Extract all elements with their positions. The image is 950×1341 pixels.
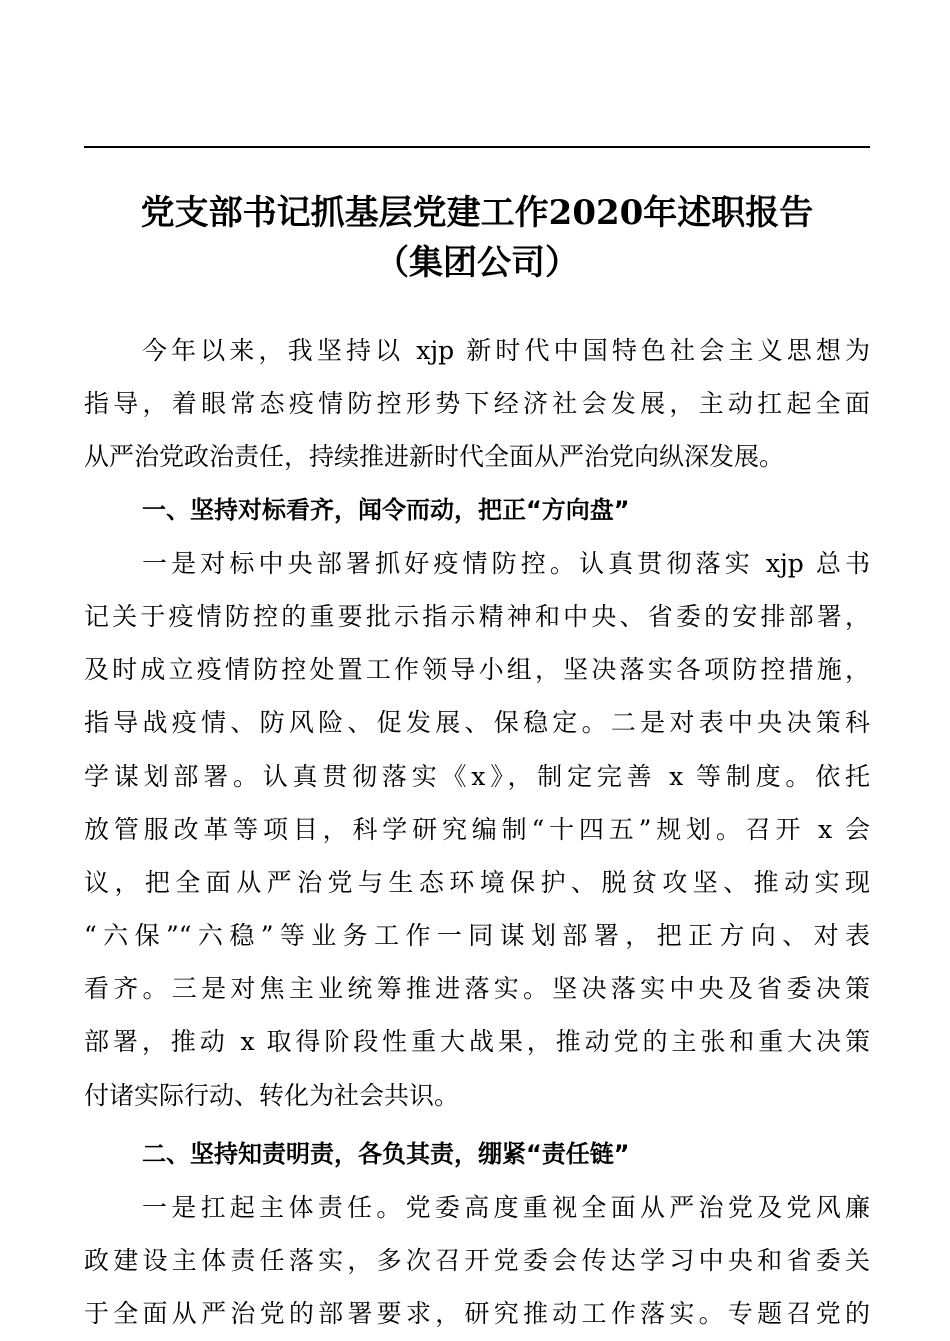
paragraph-line: 今年以来，我坚持以 xjp 新时代中国特色社会主义思想为 <box>142 336 870 365</box>
paragraph-line: 一是对标中央部署抓好疫情防控。认真贯彻落实 xjp 总书 <box>142 548 870 578</box>
paragraph-line: 一是扛起主体责任。党委高度重视全面从严治党及党风廉 <box>142 1193 870 1222</box>
header-rule <box>84 146 870 148</box>
paragraph-line: 从严治党政治责任，持续推进新时代全面从严治党向纵深发展。 <box>84 442 785 472</box>
paragraph-line: 议，把全面从严治党与生态环境保护、脱贫攻坚、推动实现 <box>84 867 870 897</box>
paragraph-line: 放管服改革等项目，科学研究编制“十四五”规划。召开 x 会 <box>84 814 870 844</box>
paragraph-line: “六保”“六稳”等业务工作一同谋划部署，把正方向、对表 <box>84 921 870 951</box>
document-title: 党支部书记抓基层党建工作2020年述职报告 <box>140 193 814 233</box>
paragraph-line: 政建设主体责任落实，多次召开党委会传达学习中央和省委关 <box>84 1246 870 1276</box>
paragraph-line: 及时成立疫情防控处置工作领导小组，坚决落实各项防控措施， <box>84 655 870 685</box>
section-heading-2: 二、坚持知责明责，各负其责，绷紧“责任链” <box>142 1139 630 1168</box>
paragraph-line: 部署，推动 x 取得阶段性重大战果，推动党的主张和重大决策 <box>84 1027 870 1057</box>
paragraph-line: 看齐。三是对焦主业统筹推进落实。坚决落实中央及省委决策 <box>84 974 870 1004</box>
section-heading-1: 一、坚持对标看齐，闻令而动，把正“方向盘” <box>142 495 630 524</box>
paragraph-line: 记关于疫情防控的重要批示指示精神和中央、省委的安排部署， <box>84 601 870 631</box>
document-body <box>84 324 870 1341</box>
paragraph-line: 于全面从严治党的部署要求，研究推动工作落实。专题召党的 <box>84 1299 870 1329</box>
paragraph-line: 学谋划部署。认真贯彻落实《x》，制定完善 x 等制度。依托 <box>84 761 870 791</box>
document-subtitle: （集团公司） <box>375 243 579 283</box>
paragraph-line: 指导，着眼常态疫情防控形势下经济社会发展，主动扛起全面 <box>84 389 870 419</box>
paragraph-line: 指导战疫情、防风险、促发展、保稳定。二是对表中央决策科 <box>84 708 870 738</box>
paragraph-line: 付诸实际行动、转化为社会共识。 <box>84 1080 460 1110</box>
